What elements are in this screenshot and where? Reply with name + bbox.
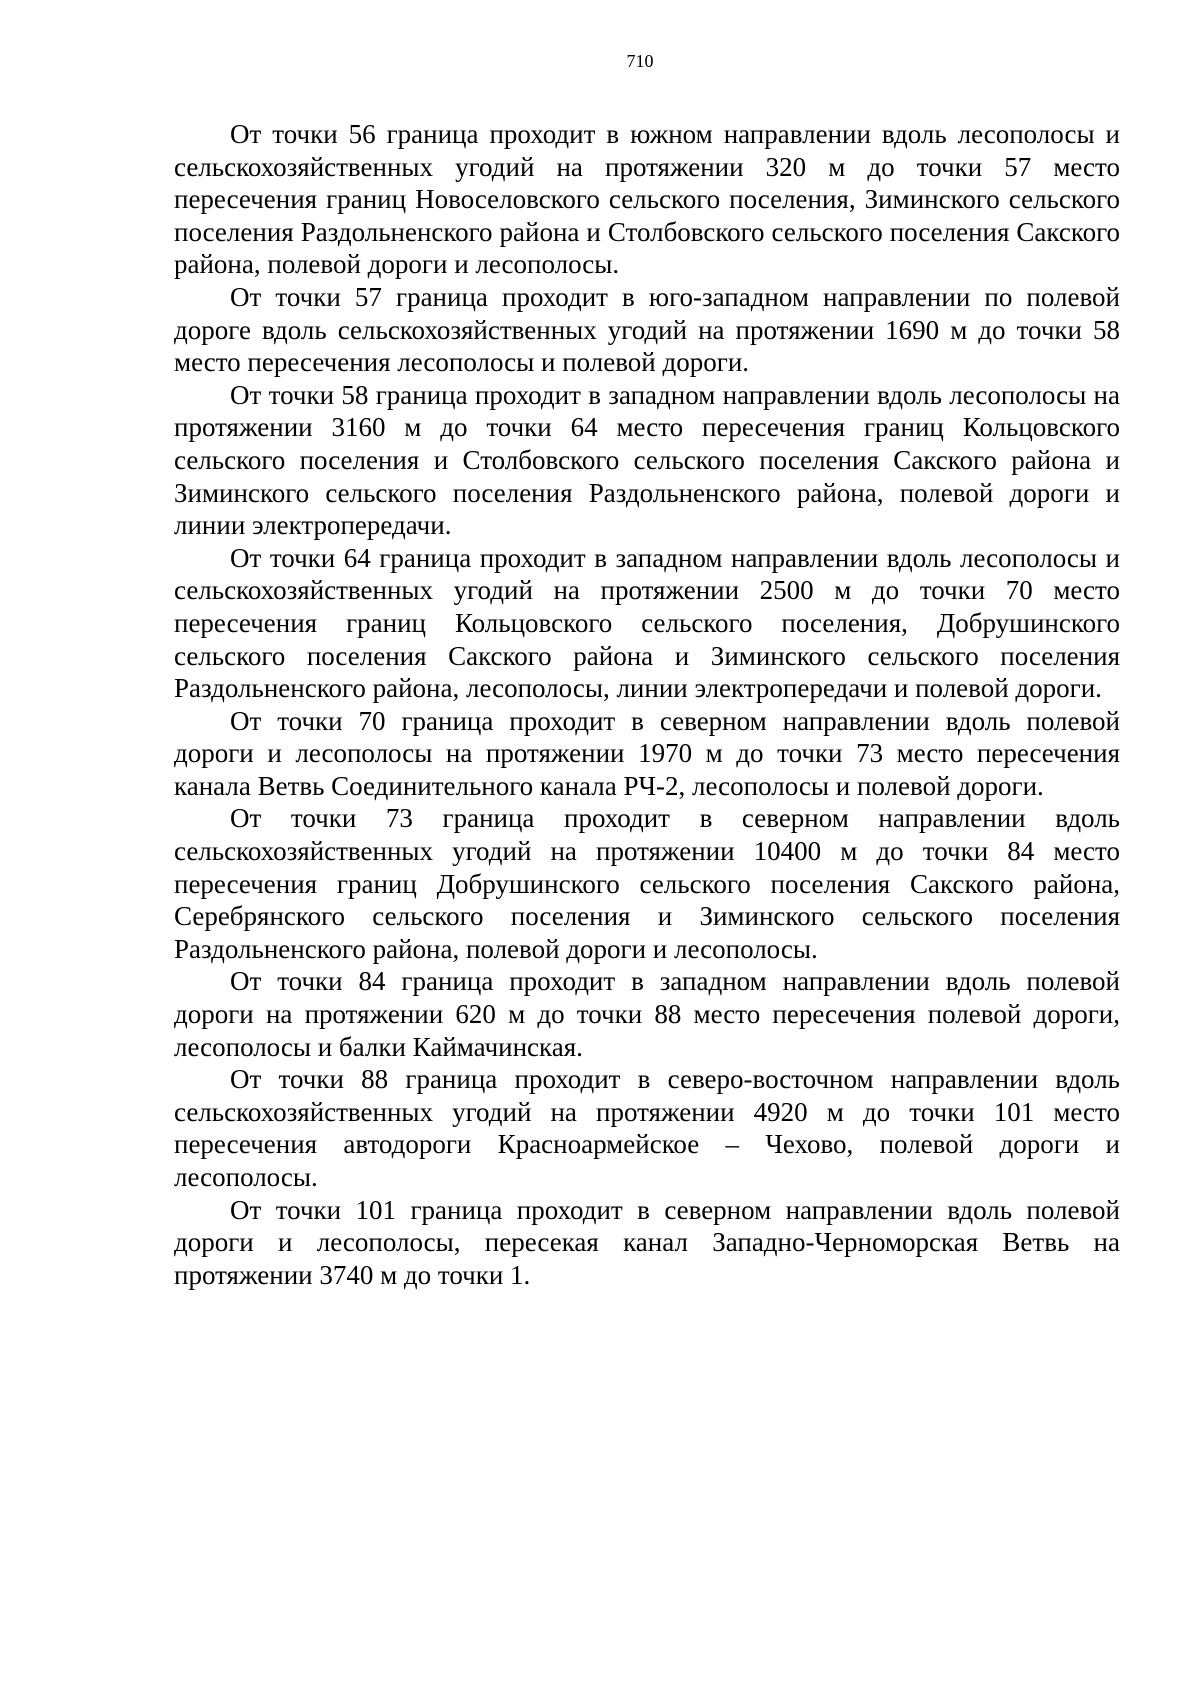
document-body (174, 118, 1120, 1291)
paragraph-point-101: От точки 101 граница проходит в северном направлении вдоль полевой дороги и лесополосы, пересекая канал Западно-Черноморская Ветвь на протяжении 3740 м до точки 1. (174, 1194, 1120, 1290)
paragraph-point-70: От точки 70 граница проходит в северном направлении вдоль полевой дороги и лесополосы на протяжении 1970 м до точки 73 место пересечения канала Ветвь Соединительного канала РЧ-2, лесополосы и полевой дороги. (174, 705, 1120, 801)
paragraph-point-57: От точки 57 граница проходит в юго-западном направлении по полевой дороге вдоль сельскохозяйственных угодий на протяжении 1690 м до точки 58 место пересечения лесополосы и полевой дороги. (174, 281, 1120, 378)
paragraph-point-84: От точки 84 граница проходит в западном направлении вдоль полевой дороги на протяжении 620 м до точки 88 место пересечения полевой дороги, лесополосы и балки Каймачинская. (174, 966, 1120, 1062)
paragraph-point-64: От точки 64 граница проходит в западном направлении вдоль лесополосы и сельскохозяйственных угодий на протяжении 2500 м до точки 70 место пересечения границ Кольцовского сельского поселения, Добрушинского сельского поселения Сакского района и Зиминского сельского поселения Раздольненского района, лесополосы, линии электропередачи и полевой дороги. (174, 542, 1120, 704)
page-number: 710 (626, 51, 654, 71)
paragraph-point-56: От точки 56 граница проходит в южном направлении вдоль лесополосы и сельскохозяйственных угодий на протяжении 320 м до точки 57 место пересечения границ Новоселовского сельского поселения, Зиминского сельского поселения Раздольненского района и Столбовского сельского поселения Сакского района, полевой дороги и лесополосы. (174, 119, 1120, 280)
paragraph-point-73: От точки 73 граница проходит в северном направлении вдоль сельскохозяйственных угодий на протяжении 10400 м до точки 84 место пересечения границ Добрушинского сельского поселения Сакского района, Серебрянского сельского поселения и Зиминского сельского поселения Раздольненского района, полевой дороги и лесополосы. (174, 803, 1120, 964)
paragraph-point-58: От точки 58 граница проходит в западном направлении вдоль лесополосы на протяжении 3160 м до точки 64 место пересечения границ Кольцовского сельского поселения и Столбовского сельского поселения Сакского района и Зиминского сельского поселения Раздольненского района, полевой дороги и линии электропередачи. (174, 379, 1120, 541)
paragraph-point-88: От точки 88 граница проходит в северо-восточном направлении вдоль сельскохозяйственных угодий на протяжении 4920 м до точки 101 место пересечения автодороги Красноармейское – Чехово, полевой дороги и лесополосы. (174, 1064, 1120, 1192)
